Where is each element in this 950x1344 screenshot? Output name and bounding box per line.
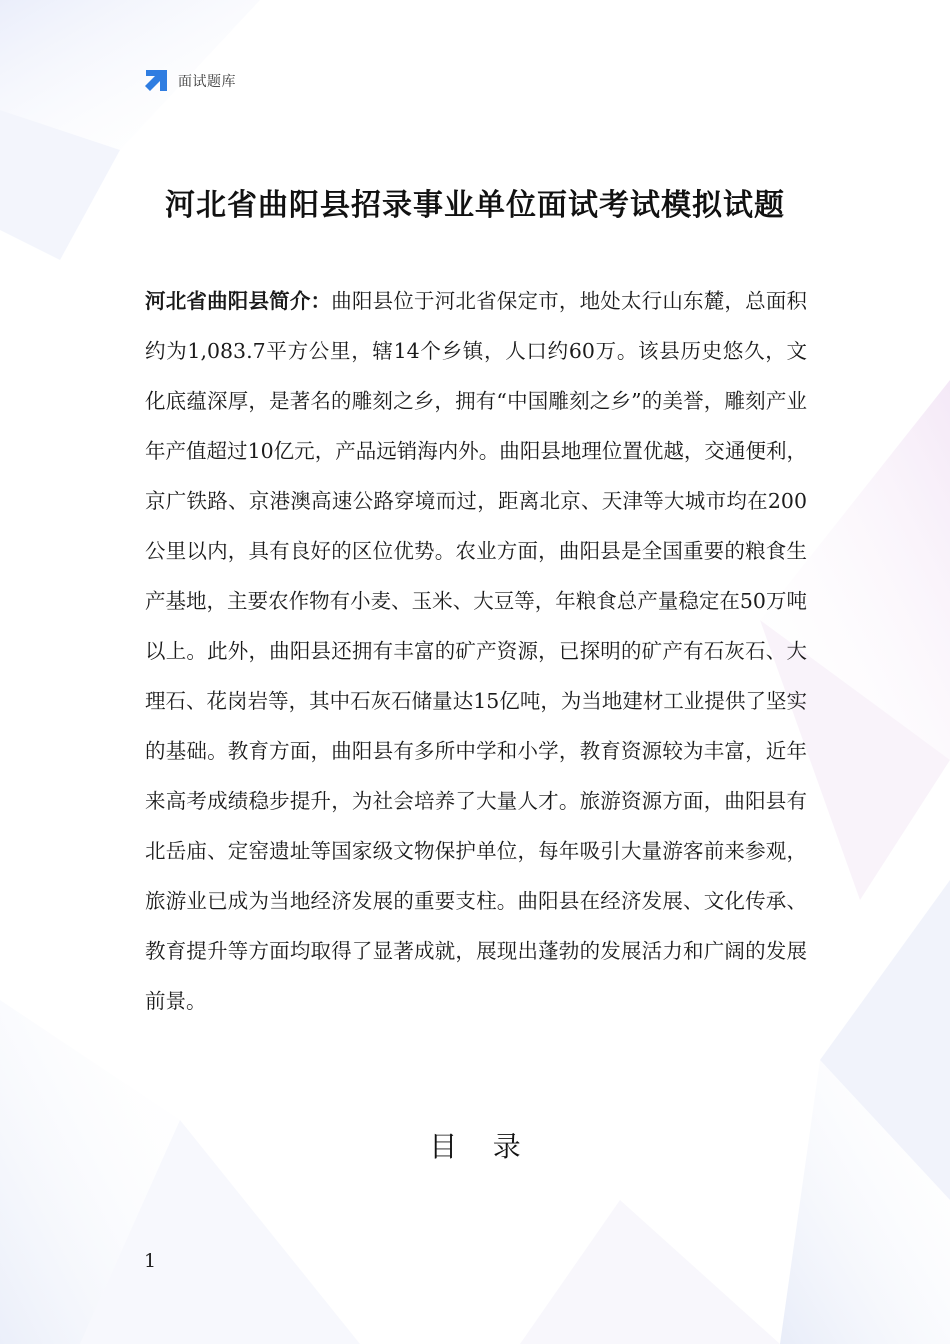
page-number: 1 (144, 1250, 157, 1272)
document-title: 河北省曲阳县招录事业单位面试考试模拟试题 (165, 188, 785, 223)
brand-name: 面试题库 (178, 74, 236, 90)
toc-heading: 目 录 (429, 1130, 521, 1163)
intro-paragraph (145, 276, 807, 1026)
header (143, 68, 236, 94)
intro-label: 河北省曲阳县简介： (145, 289, 332, 313)
arrow-up-right-icon (143, 68, 169, 94)
intro-text: 曲阳县位于河北省保定市，地处太行山东麓，总面积约为1,083.7平方公里，辖14个乡镇，人口约60万。该县历史悠久，文化底蕴深厚，是著名的雕刻之乡，拥有“中国雕刻之乡”的美誉，雕刻产业年产值超过10亿元，产品远销海内外。曲阳县地理位置优越，交通便利，京广铁路、京港澳高速公路穿境而过，距离北京、天津等大城市均在200公里以内，具有良好的区位优势。农业方面，曲阳县是全国重要的粮食生产基地，主要农作物有小麦、玉米、大豆等，年粮食总产量稳定在50万吨以上。此外，曲阳县还拥有丰富的矿产资源，已探明的矿产有石灰石、大理石、花岗岩等，其中石灰石储量达15亿吨，为当地建材工业提供了坚实的基础。教育方面，曲阳县有多所中学和小学，教育资源较为丰富，近年来高考成绩稳步提升，为社会培养了大量人才。旅游资源方面，曲阳县有北岳庙、定窑遗址等国家级文物保护单位，每年吸引大量游客前来参观，旅游业已成为当地经济发展的重要支柱。曲阳县在经济发展、文化传承、教育提升等方面均取得了显著成就，展现出蓬勃的发展活力和广阔的发展前景。 (145, 289, 808, 1013)
